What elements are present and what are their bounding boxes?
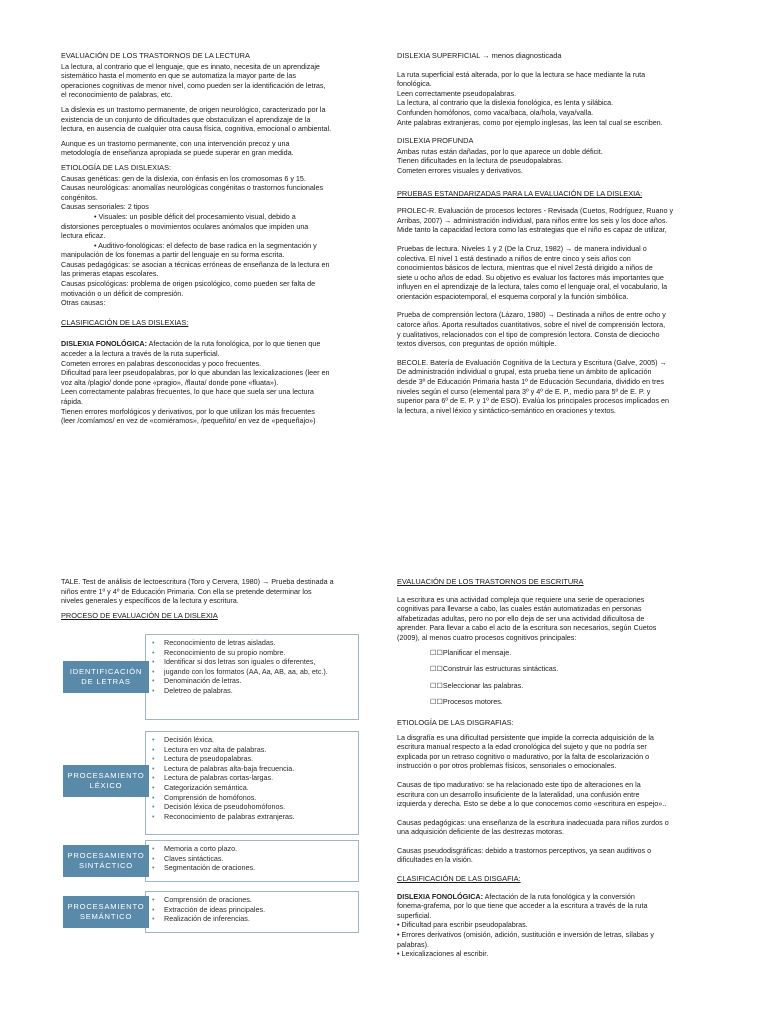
list-item: • Decisión léxica. (164, 735, 358, 745)
stage-syntactic-processing (63, 840, 359, 882)
list-item: ☐☐Planificar el mensaje. (430, 647, 512, 657)
etiology-heading: ETIOLOGÍA DE LAS DISLEXIAS: (61, 162, 172, 172)
stage-items-box (145, 634, 359, 720)
writing-intro: La escritura es una actividad compleja que requiere una serie de operaciones cognitivas para llevarse a cabo, las cuales están automatizadas en personas alfabetizadas adultas, pero no por ello deja de ser una actividad dificultosa de aprender. Para llevar a cabo el acto de la escritura son necesarios, según Cuetos (2009), al menos cuatro procesos cognitivos principales: (397, 594, 657, 642)
reading-levels-test: Pruebas de lectura. Niveles 1 y 2 (De la Cruz, 1982) → de manera individual o colectiva. El nivel 1 está destinado a niños de entre cinco y seis años con conocimientos básicos de lectura, mientras que el nivel 2está dirigido a niños de siete u ocho años de edad. Su objetivo es evaluar los factores más importantes que influyen en el aprendizaje de la lectura, tales como el lenguaje oral, el vocabulario, la orientación espaciotemporal, el esquema corporal y la función simbólica. (397, 243, 668, 301)
dyslexia-types-section (397, 51, 707, 420)
intervention-paragraph: Aunque es un trastorno permanente, con una intervención precoz y una metodología de enseñanza apropiada se puede superar en gran medida. (61, 138, 294, 158)
dysgraphia-etiology-heading: ETIOLOGÍA DE LAS DISGRAFIAS: (397, 717, 514, 727)
stage-lexical-processing (63, 731, 359, 835)
phonological-dyslexia: DISLEXIA FONOLÓGICA: Afectación de la ruta fonológica, por lo que tienen que acceder a la lectura a través de la ruta superficial. Cometen errores en palabras desconocidas y poco frecuentes. Dificultad para leer pseudopalabras, por lo que abundan las lexicalizaciones (leer en voz alta /plagio/ donde pone «pragio», /flauta/ donde pone «fluata»). Leen correctamente palabras frecuentes, lo que hace que suela ser una lectura rápida. Tienen errores morfológicos y derivativos, por lo que utilizan los más frecuentes (leer /comíamos/ en vez de «comiéramos», /pequeñito/ en vez de «pequeñajo») (61, 339, 330, 426)
dysgraphia-classification-heading: CLASIFICACIÓN DE LAS DISGAFIA: (397, 874, 521, 884)
classification-heading: CLASIFICACIÓN DE LAS DISLEXIAS: (61, 317, 189, 327)
pedagogical-causes: Causas pedagógicas: una enseñanza de la escritura inadecuada para niños zurdos o una adquisición deficiente de las destrezas motoras. (397, 817, 669, 837)
evaluation-process-heading: PROCESO DE EVALUACIÓN DE LA DISLEXIA (61, 610, 218, 620)
stage-label: PROCESAMIENTO LÉXICO (63, 765, 149, 797)
list-item: • Categorización semántica. (164, 783, 358, 793)
etiology-causes: Causas genéticas: gen de la dislexia, con énfasis en los cromosomas 6 y 15. Causas neurológicas: anomalías neurológicas congénitas o trastornos funcionales congénitos. Causas sensoriales: 2 tipos • Visuales: un posible déficit del procesamiento visual, debido a distorsiones perceptuales o movimientos oculares anómalos que impiden una lectura eficaz. • Auditivo-fonológicas: el defecto de base radica en la segmentación y manipulación de los fonemas a partir del lenguaje en su forma escrita. Causas pedagógicas: se asocian a técnicas erróneas de enseñanza de la lectura en las primeras etapas escolares. Causas psicológicas: problema de origen psicológico, como pueden ser falta de motivación o un déficit de compresión. Otras causas: (61, 173, 330, 308)
reading-disorders-section (61, 51, 371, 426)
phonological-label: DISLEXIA FONOLÓGICA: (61, 339, 147, 349)
stage-label: PROCESAMIENTO SINTÁCTICO (63, 845, 149, 877)
list-item: • Realización de inferencias. (164, 914, 358, 924)
tale-section (61, 577, 371, 622)
list-item: • Lectura de palabras alta-baja frecuencia. (164, 764, 358, 774)
cognitive-processes-list (397, 648, 707, 707)
list-item: • Extracción de ideas principales. (164, 905, 358, 915)
writing-title: EVALUACIÓN DE LOS TRASTORNOS DE ESCRITURA (397, 577, 584, 586)
becole-test: BECOLE. Batería de Evaluación Cognitiva de la Lectura y Escritura (Galve, 2005) → De administración individual o grupal, esta prueba tiene un ámbito de aplicación desde 3º de Educación Primaria hasta 1º de Educación Secundaria, dividido en tres niveles según el curso (elemental para 3º y 4º de E. P., medio para 5º de E. P. y superior para 6º de E. P. y 1º de ESO). Evalúa los principales procesos implicados en la lectura, a nivel léxico y sintáctico-semántico en oraciones y textos. (397, 357, 669, 415)
tale-test: TALE. Test de análisis de lectoescritura (Toro y Cervera, 1980) → Prueba destinada a niños entre 1º y 4º de Educación Primaria. Con ella se pretende determinar los niveles generales y específicos de la lectura y escritura. (61, 577, 334, 606)
writing-disorders-section (397, 577, 707, 959)
maturational-causes: Causas de tipo madurativo: se ha relacionado este tipo de alteraciones en la escritura con un desarrollo insuficiente de la lateralidad, una confusión entre izquierda y derecha. Esto se debe a lo que conocemos como «escritura en espejo».. (397, 779, 667, 809)
stage-label: IDENTIFICACIÓN DE LETRAS (63, 661, 149, 693)
list-item: • Identificar si dos letras son iguales o diferentes, (164, 657, 358, 667)
pseudodysgraphic-causes: Causas pseudodisgráficas: debido a trastornos perceptivos, ya sean auditivos o dificultades en la visión. (397, 845, 652, 865)
comprehension-test: Prueba de comprensión lectora (Lázaro, 1980) → Destinada a niños de entre ocho y catorce años. Aporta resultados cuantitativos, sobre el nivel de comprensión lectora, y cualitativos, relacionados con el tipo de compresión lectora. Consta de dieciocho textos diversos, con preguntas de opción múltiple. (397, 310, 666, 349)
section-title: EVALUACIÓN DE LOS TRASTORNOS DE LA LECTURA (61, 51, 250, 60)
list-item: • Reconocimiento de su propio nombre. (164, 648, 358, 658)
list-item: • Lectura de pseudopalabras. (164, 754, 358, 764)
stage-items-box (145, 891, 359, 933)
dyslexia-definition: La dislexia es un trastorno permanente, de origen neurológico, caracterizado por la existencia de un conjunto de dificultades que obstaculizan el aprendizaje de la lectura, en ausencia de cualquier otra causa física, cognitiva, emocional o ambiental. (61, 104, 332, 134)
list-item: • Reconocimiento de palabras extranjeras. (164, 812, 358, 822)
list-item: • Segmentación de oraciones. (164, 863, 358, 873)
deep-dyslexia-heading: DISLEXIA PROFUNDA (397, 136, 474, 146)
list-item: • Comprensión de oraciones. (164, 895, 358, 905)
standardized-tests-heading: PRUEBAS ESTANDARIZADAS PARA LA EVALUACIÓN DE LA DISLEXIA: (397, 188, 643, 198)
deep-dyslexia: Ambas rutas están dañadas, por lo que aparece un doble déficit. Tienen dificultades en la lectura de pseudopalabras. Cometen errores visuales y derivativos. (397, 146, 603, 175)
superficial-dyslexia: La ruta superficial está alterada, por lo que la lectura se hace mediante la ruta fonológica. Leen correctamente pseudopalabras. La lectura, al contrario que la dislexia fonológica, es lenta y silábica. Confunden homófonos, como vaca/baca, ola/hola, vaya/valla. Ante palabras extranjeras, como por ejemplo inglesas, las leen tal cual se escriben. (397, 69, 663, 127)
list-item: • Reconocimiento de letras aisladas. (164, 638, 358, 648)
prolec-test: PROLEC-R. Evaluación de procesos lectores - Revisada (Cuetos, Rodríguez, Ruano y Arribas, 2007) → administración individual, para niños entre los seis y los doce años. Mide tanto la capacidad lectora como las estrategias que el niño es capaz de utilizar, (397, 206, 674, 235)
phonological-dysgraphia: DISLEXIA FONOLÓGICA: Afectación de la ruta fonológica y la conversión fonema-grafema, por lo que tiene que acceder a la escritura a través de la ruta superficial. • Dificultad para escribir pseudopalabras. • Errores derivativos (omisión, adición, sustitución e inversión de letras, sílabas y palabras). • Lexicalizaciones al escribir. (397, 891, 654, 959)
list-item: • Claves sintácticas. (164, 854, 358, 864)
list-item: • Denominación de letras. (164, 676, 358, 686)
superficial-heading: DISLEXIA SUPERFICIAL → menos diagnosticada (397, 51, 562, 60)
list-item: • Memoria a corto plazo. (164, 844, 358, 854)
list-item: • Decisión léxica de pseudohomófonos. (164, 802, 358, 812)
dysgraphia-definition: La disgrafía es una dificultad persistente que impide la correcta adquisición de la escritura manual respecto a la edad cronológica del sujeto y que no podría ser explicada por un retraso cognitivo o madurativo, por la falta de escolarización o instrucción o por otros problemas físicos, sensoriales o emocionales. (397, 732, 654, 771)
list-item: ☐☐Seleccionar las palabras. (430, 680, 524, 690)
stage-letter-identification (63, 634, 359, 720)
phonological-label: DISLEXIA FONOLÓGICA: (397, 891, 483, 901)
list-item: • Deletreo de palabras. (164, 686, 358, 696)
list-item: • Lectura en voz alta de palabras. (164, 745, 358, 755)
stage-items-box (145, 840, 359, 882)
intro-paragraph: La lectura, al contrario que el lenguaje, que es innato, necesita de un aprendizaje sistemático hasta el momento en que se automatiza la mayor parte de las operaciones cognitivas de menor nivel, como pueden ser la identificación de letras, el reconocimiento de palabras, etc. (61, 61, 326, 100)
list-item: ☐☐Procesos motores. (430, 697, 503, 707)
list-item: • Comprensión de homófonos. (164, 793, 358, 803)
stage-semantic-processing (63, 891, 359, 933)
list-item: • Lectura de palabras cortas-largas. (164, 773, 358, 783)
stage-items-box (145, 731, 359, 835)
list-item: ☐☐Construir las estructuras sintácticas. (430, 664, 559, 674)
list-item: • jugando con los formatos (AA, Aa, AB, aa, ab, etc.). (164, 667, 358, 677)
stage-label: PROCESAMIENTO SEMÁNTICO (63, 896, 149, 928)
